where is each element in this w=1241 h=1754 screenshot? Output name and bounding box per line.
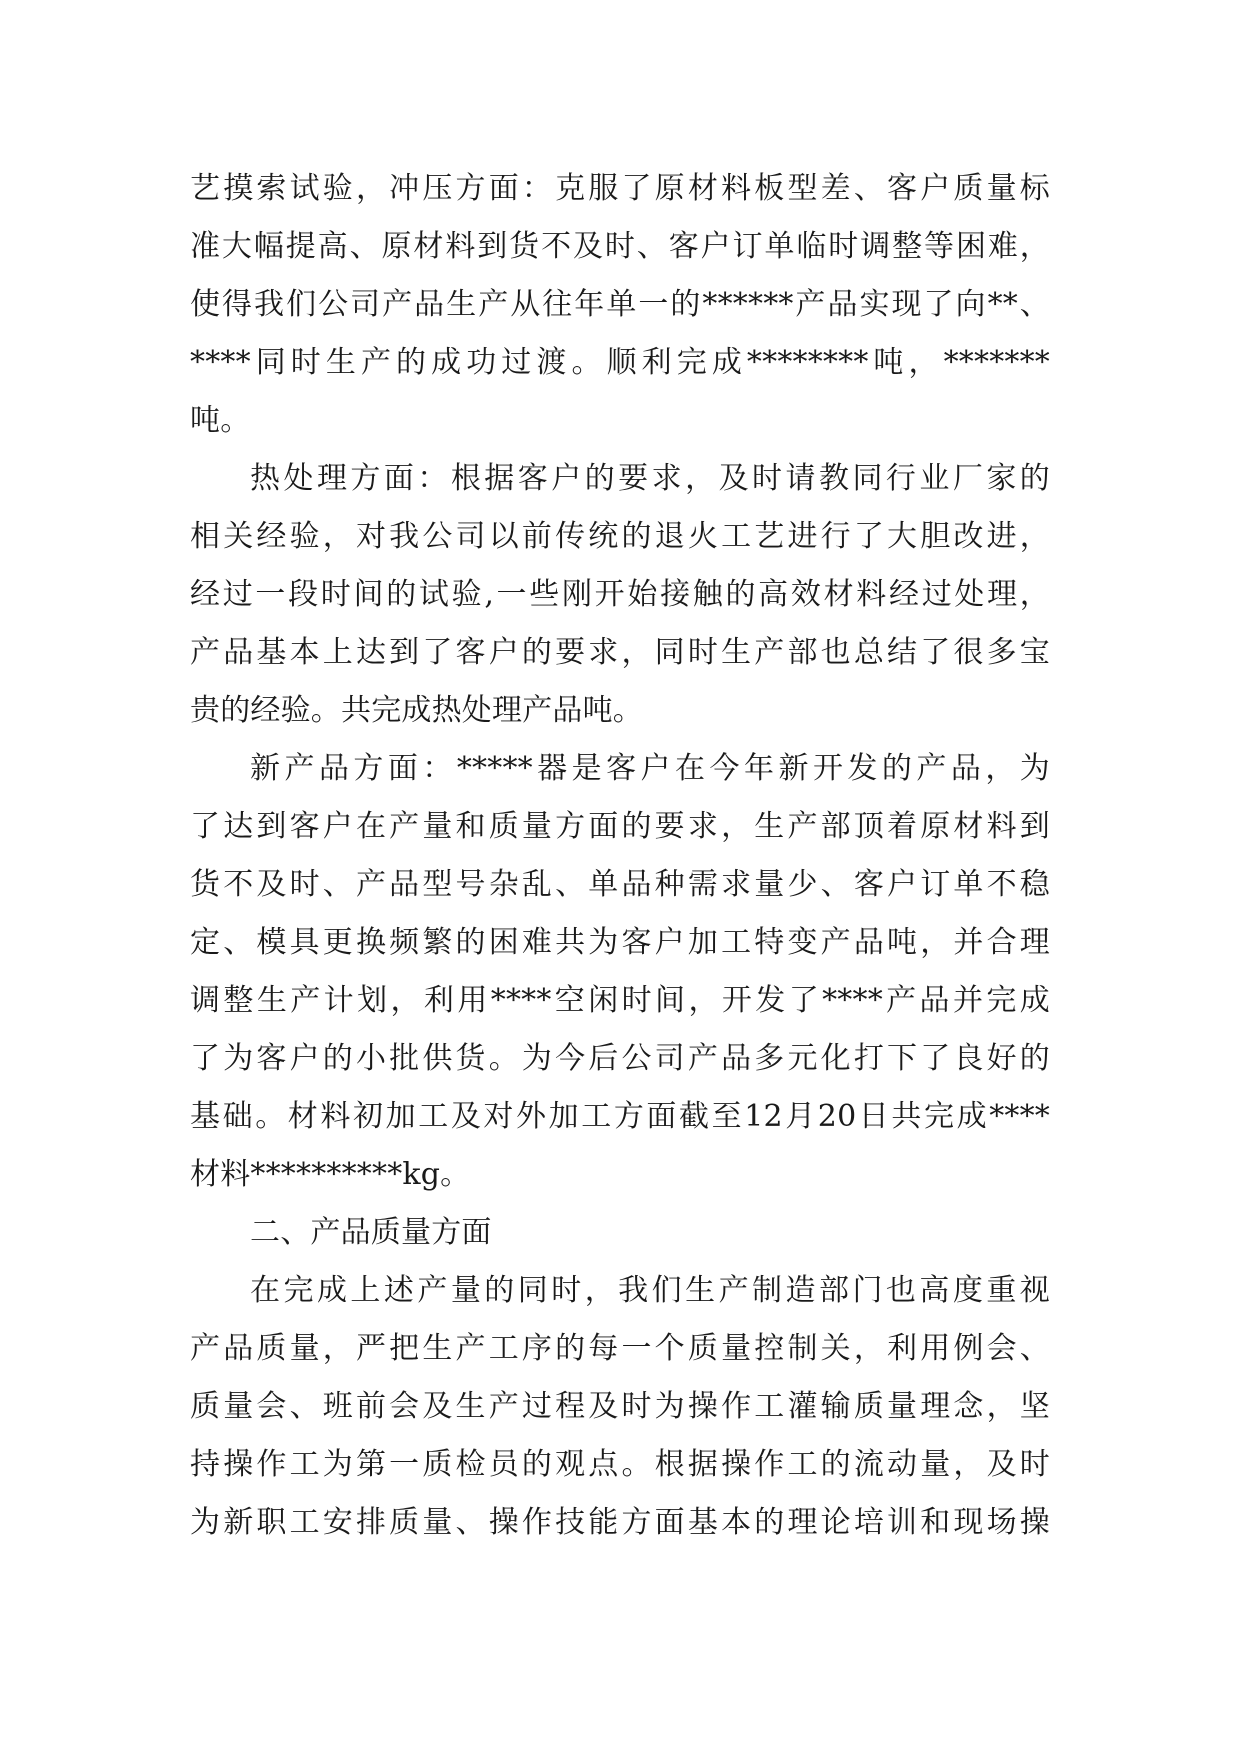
paragraph-first-line: 热处理方面：根据客户的要求，及时请教同行业厂家的 [250, 461, 1050, 496]
text-line: 艺摸索试验，冲压方面：克服了原材料板型差、客户质量标 [190, 171, 1050, 206]
text-line: 了达到客户在产量和质量方面的要求，生产部顶着原材料到 [190, 809, 1050, 844]
text-line: 贵的经验。共完成热处理产品吨。 [190, 693, 643, 728]
section-heading: 二、产品质量方面 [250, 1215, 492, 1250]
text-line: 准大幅提高、原材料到货不及时、客户订单临时调整等困难， [190, 229, 1050, 264]
text-line: 产品基本上达到了客户的要求，同时生产部也总结了很多宝 [190, 635, 1050, 670]
text-line: 经过一段时间的试验,一些刚开始接触的高效材料经过处理， [190, 577, 1050, 612]
text-line: 使得我们公司产品生产从往年单一的******产品实现了向**、 [190, 287, 1050, 322]
paragraph-first-line: 新产品方面：*****器是客户在今年新开发的产品，为 [250, 751, 1050, 786]
text-line: 质量会、班前会及生产过程及时为操作工灌输质量理念，坚 [190, 1389, 1050, 1424]
text-line: 调整生产计划，利用****空闲时间，开发了****产品并完成 [190, 983, 1050, 1018]
text-line: 为新职工安排质量、操作技能方面基本的理论培训和现场操 [190, 1505, 1050, 1540]
text-line: 持操作工为第一质检员的观点。根据操作工的流动量，及时 [190, 1447, 1050, 1482]
text-line: 定、模具更换频繁的困难共为客户加工特变产品吨，并合理 [190, 925, 1050, 960]
text-line: 基础。材料初加工及对外加工方面截至12月20日共完成**** [190, 1099, 1050, 1134]
text-line: 产品质量，严把生产工序的每一个质量控制关，利用例会、 [190, 1331, 1050, 1366]
body-text [190, 160, 1050, 1552]
text-line: 相关经验，对我公司以前传统的退火工艺进行了大胆改进， [190, 519, 1050, 554]
text-line: 吨。 [190, 403, 251, 438]
text-line: ****同时生产的成功过渡。顺利完成********吨，******* [190, 345, 1050, 380]
paragraph-first-line: 在完成上述产量的同时，我们生产制造部门也高度重视 [250, 1273, 1050, 1308]
text-line: 材料**********kg。 [190, 1157, 471, 1192]
text-line: 货不及时、产品型号杂乱、单品种需求量少、客户订单不稳 [190, 867, 1050, 902]
text-line: 了为客户的小批供货。为今后公司产品多元化打下了良好的 [190, 1041, 1050, 1076]
